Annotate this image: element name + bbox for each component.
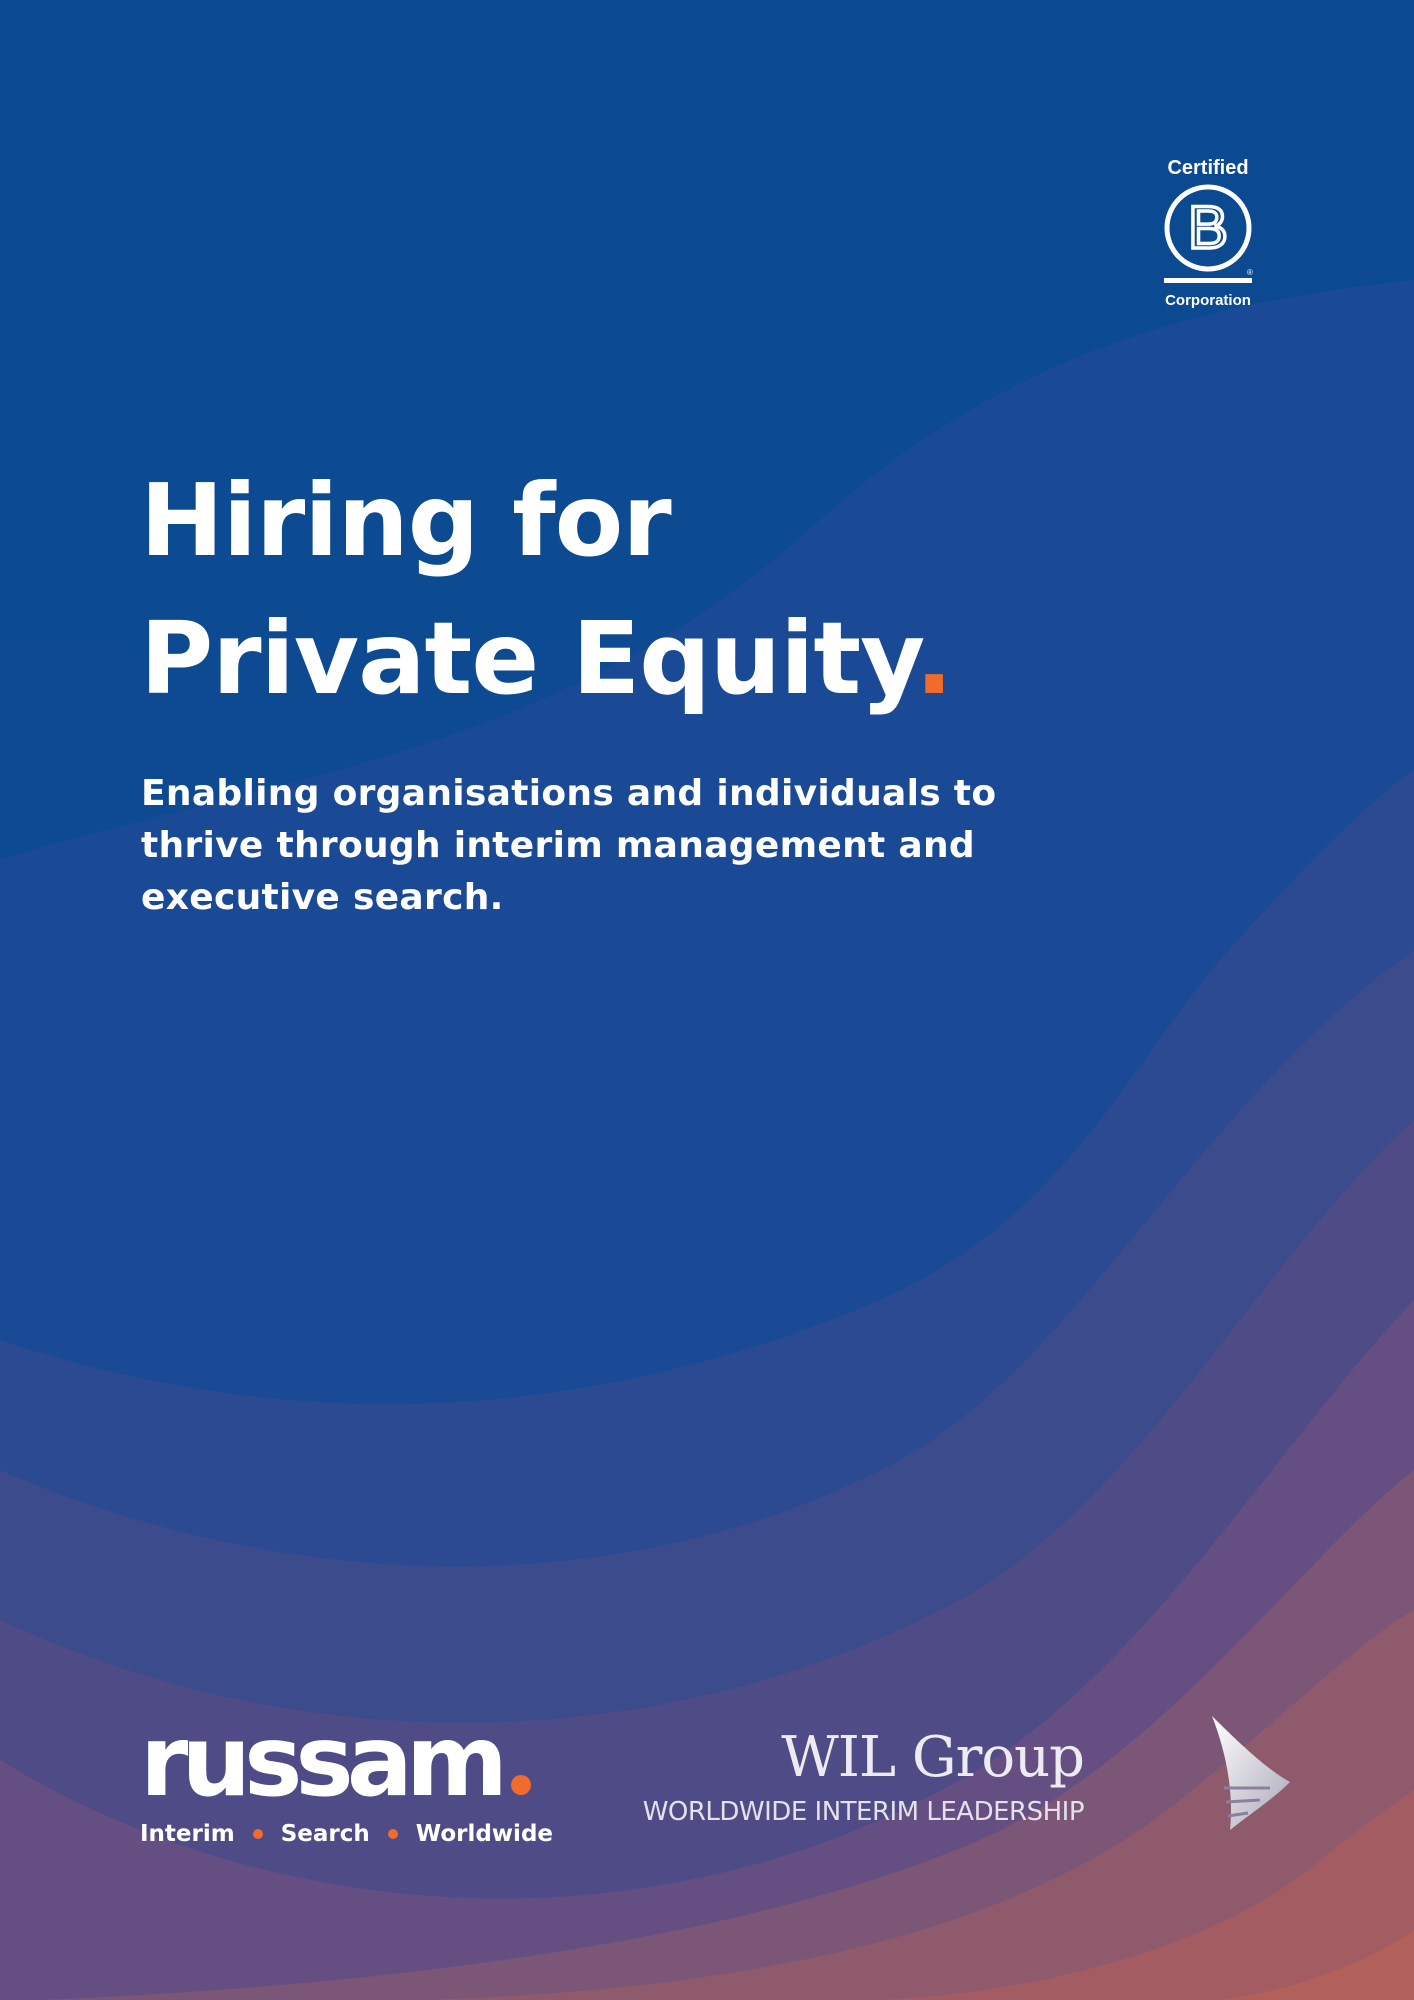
russam-logo: [140, 1705, 560, 1848]
wil-group-name: WIL Group: [781, 1725, 1084, 1790]
headline-line-2: [140, 590, 952, 728]
russam-tagline: [140, 1820, 560, 1848]
headline: [140, 452, 952, 728]
sail-icon: [1210, 1714, 1292, 1832]
headline-line-2-text: Private Equity: [140, 600, 916, 717]
svg-text:®: ®: [1247, 268, 1253, 277]
b-corp-badge: [1156, 156, 1260, 310]
lede-paragraph: Enabling organisations and individuals to thrive through interim management and executive search.: [141, 773, 997, 918]
headline-accent-dot: .: [915, 600, 953, 717]
headline-line-1: Hiring for: [140, 462, 671, 579]
tagline-item-interim: Interim: [140, 1821, 235, 1847]
wil-group-logo: [642, 1708, 1300, 1838]
russam-wordmark: russam: [140, 1705, 502, 1819]
tagline-separator-dot: [388, 1829, 398, 1839]
b-corp-logo-icon: [1162, 182, 1254, 292]
tagline-separator-dot: [253, 1829, 263, 1839]
tagline-item-search: Search: [280, 1821, 370, 1847]
b-corp-letter: B: [1187, 194, 1229, 261]
tagline-item-worldwide: Worldwide: [415, 1821, 554, 1847]
b-corp-certified-label: Certified: [1167, 157, 1249, 179]
russam-accent-dot: [511, 1775, 531, 1795]
b-corp-corporation-label: Corporation: [1165, 292, 1251, 309]
wil-group-subtitle: WORLDWIDE INTERIM LEADERSHIP: [642, 1797, 1084, 1827]
